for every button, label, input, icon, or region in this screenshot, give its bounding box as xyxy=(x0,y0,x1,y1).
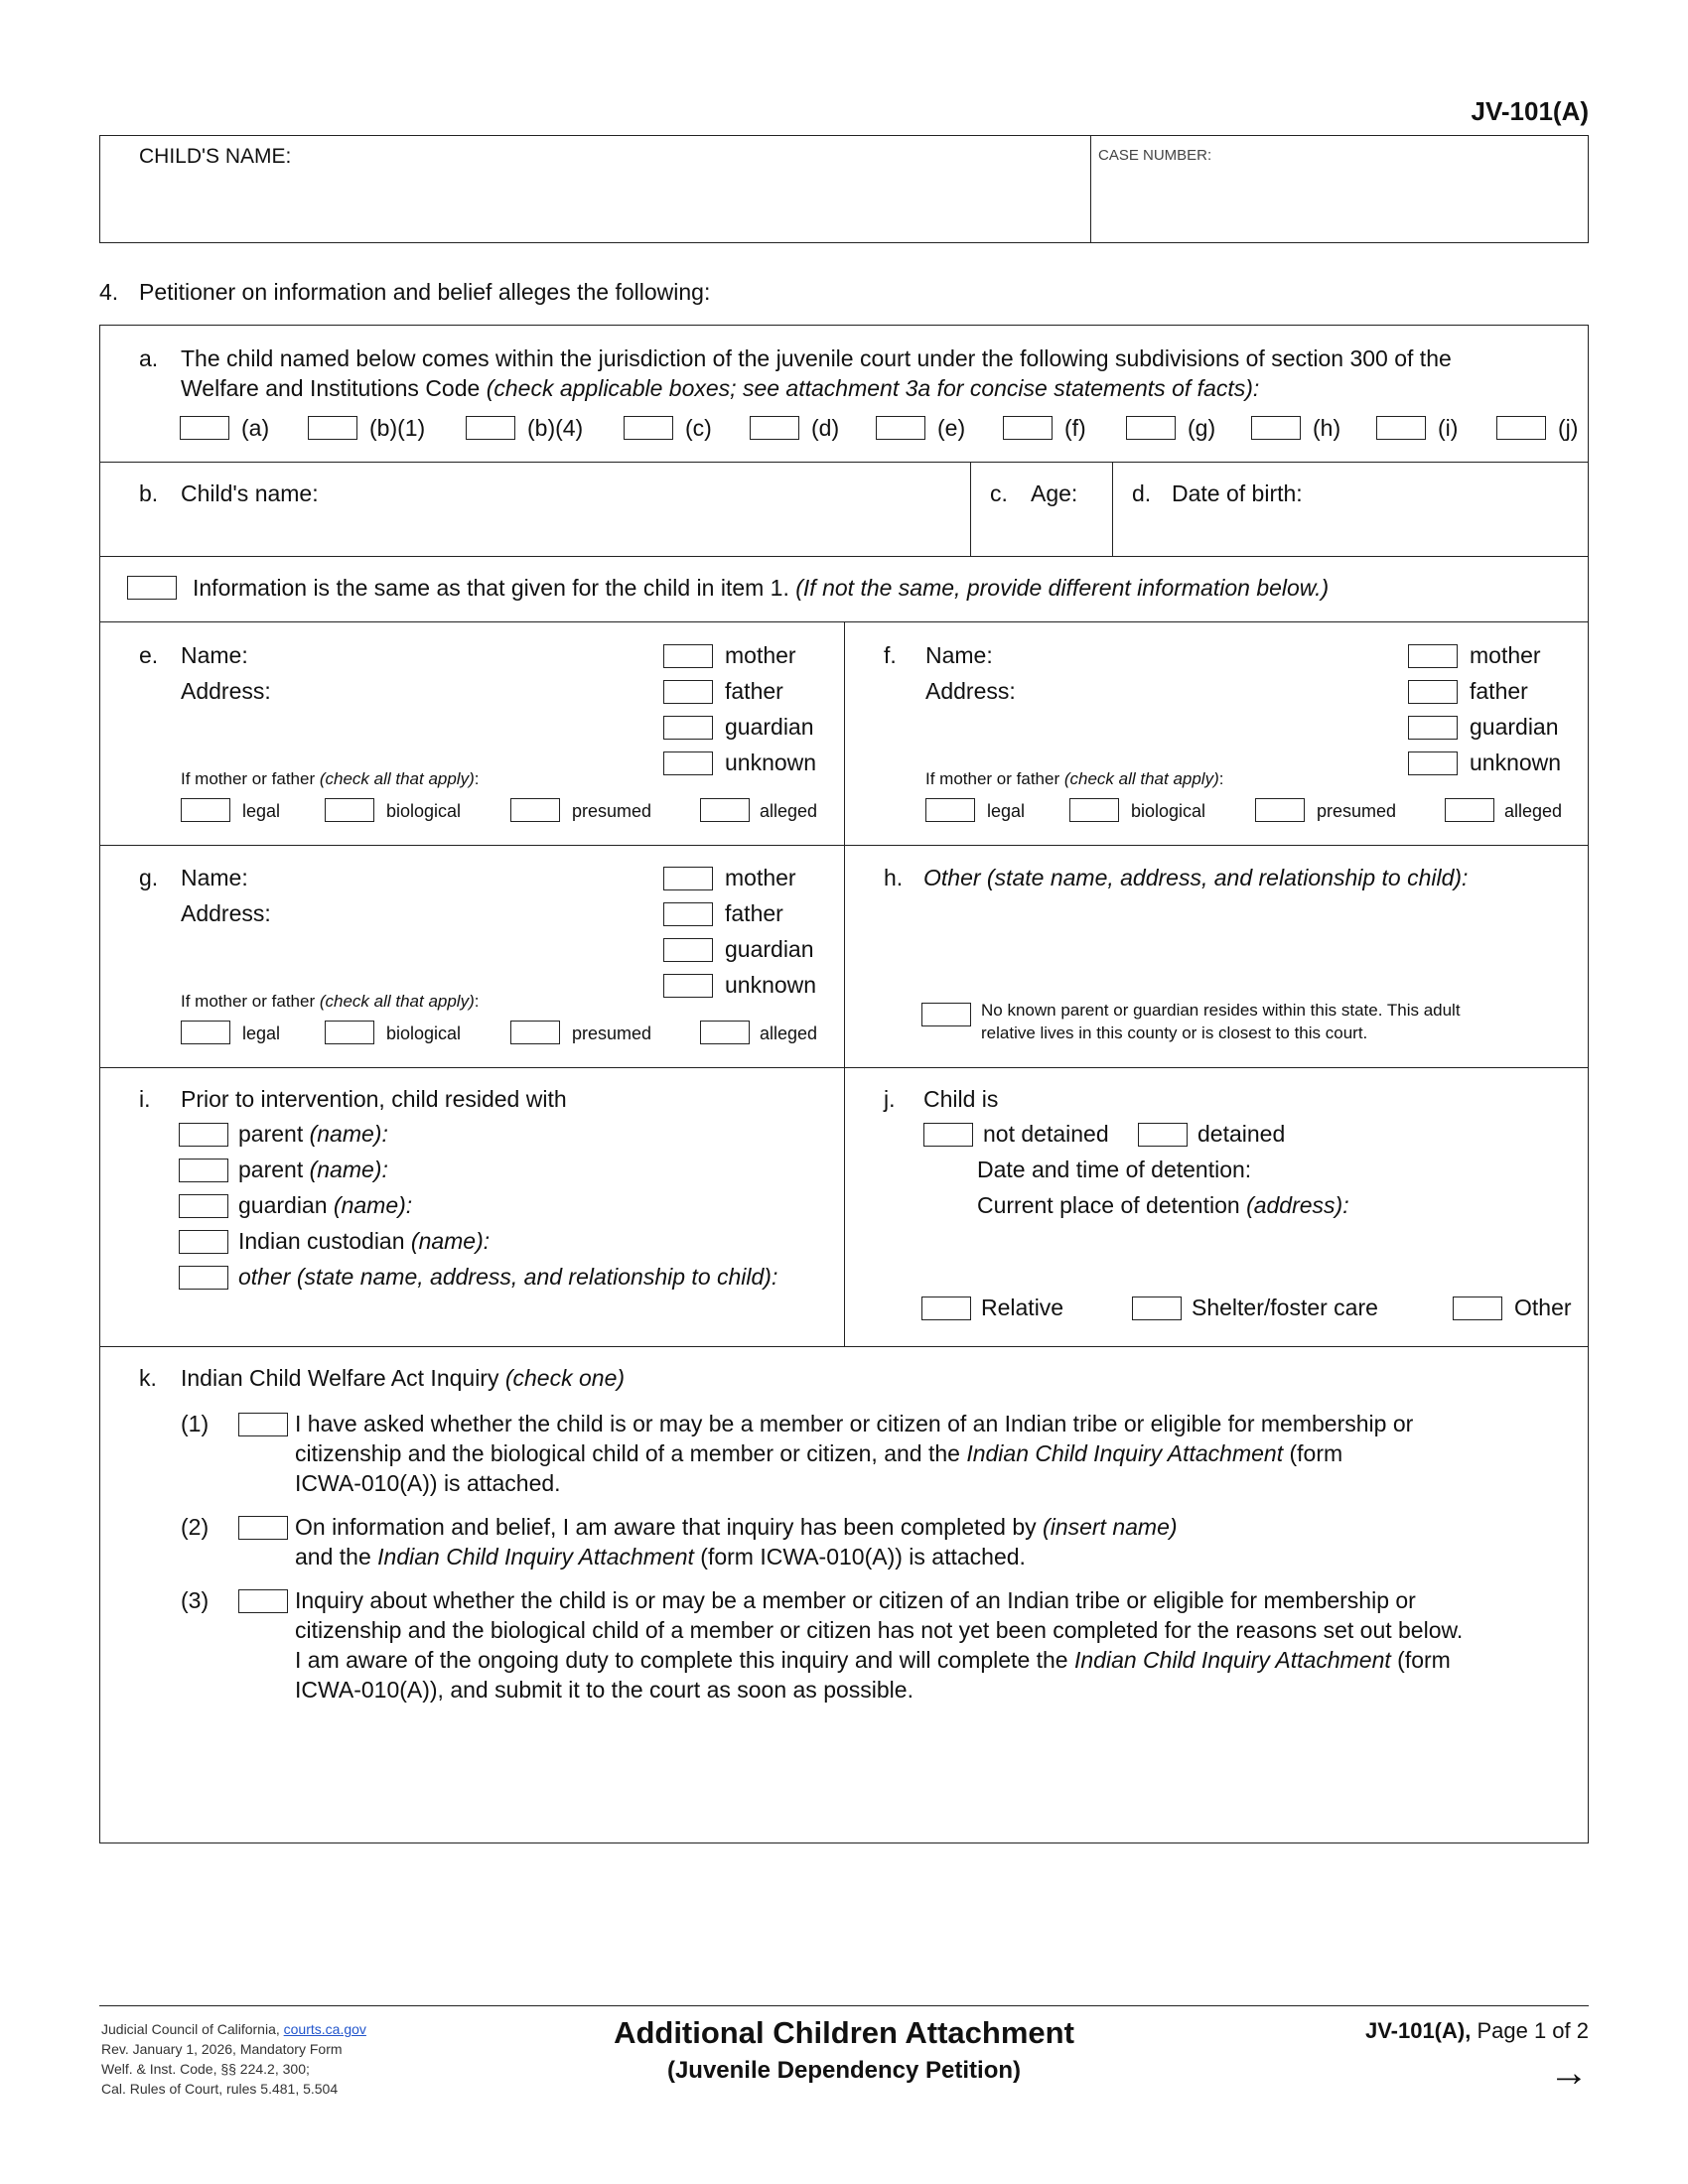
subdivision-checkbox[interactable] xyxy=(308,416,357,440)
e-role-father-checkbox[interactable] xyxy=(663,680,713,704)
courts-link[interactable]: courts.ca.gov xyxy=(283,2021,366,2037)
item-4-text: Petitioner on information and belief alleges the following: xyxy=(139,279,711,305)
resided-with-option-checkbox[interactable] xyxy=(179,1230,228,1254)
case-number-field[interactable] xyxy=(1098,169,1575,234)
e-type-presumed-checkbox[interactable] xyxy=(510,798,560,822)
k3-number: (3) xyxy=(181,1587,210,1613)
k3-line3: I am aware of the ongoing duty to complete this inquiry and will complete the Indian Child Inquiry Attachment (form xyxy=(295,1647,1451,1673)
f-type-legal-label: legal xyxy=(987,801,1026,821)
d-letter: d. xyxy=(1132,480,1152,506)
detention-place-input[interactable] xyxy=(977,1223,1573,1283)
subdivision-checkbox[interactable] xyxy=(1126,416,1176,440)
date-of-birth-input[interactable] xyxy=(1122,511,1579,551)
e-if-mother-father: If mother or father (check all that apply): xyxy=(181,769,480,788)
e-role-unknown-checkbox[interactable] xyxy=(663,751,713,775)
footer-rev: Rev. January 1, 2026, Mandatory Form xyxy=(101,2041,343,2057)
f-role-father-checkbox[interactable] xyxy=(1408,680,1458,704)
not-detained-checkbox[interactable] xyxy=(923,1123,973,1147)
k-label: Indian Child Welfare Act Inquiry (check one) xyxy=(181,1365,626,1391)
subdivision-checkbox[interactable] xyxy=(624,416,673,440)
subdivision-label: (i) xyxy=(1438,415,1459,441)
footer-page: JV-101(A), Page 1 of 2 xyxy=(1364,2018,1589,2043)
resided-with-option-label: parent (name): xyxy=(238,1157,388,1182)
g-role-father-label: father xyxy=(725,900,783,926)
subdivision-label: (a) xyxy=(241,415,270,441)
g-type-biological-checkbox[interactable] xyxy=(325,1021,374,1044)
g-name-input[interactable] xyxy=(270,864,687,891)
no-known-parent-checkbox[interactable] xyxy=(921,1003,971,1026)
footer-rule xyxy=(99,2005,1589,2006)
subdivision-checkbox[interactable] xyxy=(180,416,229,440)
detained-label: detained xyxy=(1197,1121,1286,1147)
divider-a-b xyxy=(99,462,1589,463)
subdivision-checkbox[interactable] xyxy=(466,416,515,440)
d-label: Date of birth: xyxy=(1172,480,1303,506)
g-role-guardian-checkbox[interactable] xyxy=(663,938,713,962)
subdivision-label: (b)(1) xyxy=(369,415,426,441)
e-type-legal-checkbox[interactable] xyxy=(181,798,230,822)
footer-council: Judicial Council of California, xyxy=(101,2021,284,2037)
icwa-completed-by-checkbox[interactable] xyxy=(238,1516,288,1540)
subdivision-checkbox[interactable] xyxy=(1003,416,1053,440)
resided-with-option-checkbox[interactable] xyxy=(179,1123,228,1147)
e-address-input[interactable] xyxy=(300,677,687,737)
j-letter: j. xyxy=(884,1086,896,1112)
g-type-alleged-label: alleged xyxy=(760,1024,818,1043)
subdivision-label: (e) xyxy=(937,415,966,441)
e-role-unknown-label: unknown xyxy=(725,750,817,775)
e-letter: e. xyxy=(139,642,159,668)
a-line1: The child named below comes within the jurisdiction of the juvenile court under the following subdivisions of section 300 of the xyxy=(181,345,1452,371)
subdivision-label: (j) xyxy=(1558,415,1579,441)
f-role-unknown-label: unknown xyxy=(1470,750,1562,775)
next-page-arrow-icon[interactable]: → xyxy=(1549,2051,1589,2095)
subdivision-checkbox[interactable] xyxy=(1251,416,1301,440)
placement-shelter-label: Shelter/foster care xyxy=(1192,1295,1378,1320)
k1-line2: citizenship and the biological child of a member or citizen, and the Indian Child Inquiry Attachment (form xyxy=(295,1440,1343,1466)
subdivision-checkbox[interactable] xyxy=(1496,416,1546,440)
subdivision-label: (f) xyxy=(1064,415,1086,441)
resided-with-option-label: guardian (name): xyxy=(238,1192,413,1218)
resided-with-option-label: parent (name): xyxy=(238,1121,388,1147)
b-letter: b. xyxy=(139,480,159,506)
e-address-label: Address: xyxy=(181,678,271,704)
e-role-mother-checkbox[interactable] xyxy=(663,644,713,668)
g-letter: g. xyxy=(139,865,159,890)
e-type-alleged-label: alleged xyxy=(760,801,818,821)
h-label: Other (state name, address, and relationship to child): xyxy=(923,865,1469,890)
g-if-mother-father: If mother or father (check all that apply): xyxy=(181,992,480,1011)
e-type-biological-checkbox[interactable] xyxy=(325,798,374,822)
g-role-guardian-label: guardian xyxy=(725,936,814,962)
i-letter: i. xyxy=(139,1086,151,1112)
k1-line3: ICWA-010(A)) is attached. xyxy=(295,1470,561,1496)
no-known-parent-line1: No known parent or guardian resides within this state. This adult xyxy=(981,1001,1461,1020)
f-type-biological-checkbox[interactable] xyxy=(1069,798,1119,822)
e-name-input[interactable] xyxy=(270,641,687,669)
f-type-alleged-label: alleged xyxy=(1504,801,1563,821)
detention-datetime-label: Date and time of detention: xyxy=(977,1157,1252,1182)
k2-line1: On information and belief, I am aware that inquiry has been completed by (insert name) xyxy=(295,1514,1178,1540)
same-info-text: Information is the same as that given for the child in item 1. (If not the same, provide different information below.) xyxy=(193,575,1330,601)
g-role-unknown-checkbox[interactable] xyxy=(663,974,713,998)
same-info-checkbox[interactable] xyxy=(127,576,177,600)
j-label: Child is xyxy=(923,1086,999,1112)
e-type-alleged-checkbox[interactable] xyxy=(700,798,750,822)
form-id: JV-101(A) xyxy=(1471,96,1589,126)
footer-rules: Cal. Rules of Court, rules 5.481, 5.504 xyxy=(101,2081,339,2097)
i-label: Prior to intervention, child resided with xyxy=(181,1086,567,1112)
subdivision-label: (c) xyxy=(685,415,712,441)
footer-title: Additional Children Attachment xyxy=(614,2015,1074,2050)
c-letter: c. xyxy=(990,480,1008,506)
e-role-mother-label: mother xyxy=(725,642,796,668)
footer-code: Welf. & Inst. Code, §§ 224.2, 300; xyxy=(101,2061,310,2077)
subdivision-label: (g) xyxy=(1188,415,1216,441)
c-label: Age: xyxy=(1031,480,1078,506)
resided-with-option-label: Indian custodian (name): xyxy=(238,1228,491,1254)
f-name-input[interactable] xyxy=(1015,641,1432,669)
g-role-father-checkbox[interactable] xyxy=(663,902,713,926)
detention-place-label: Current place of detention (address): xyxy=(977,1192,1349,1218)
e-type-legal-label: legal xyxy=(242,801,281,821)
k-letter: k. xyxy=(139,1365,157,1391)
f-role-guardian-checkbox[interactable] xyxy=(1408,716,1458,740)
e-role-guardian-label: guardian xyxy=(725,714,814,740)
g-type-biological-label: biological xyxy=(386,1024,462,1043)
f-role-father-label: father xyxy=(1470,678,1528,704)
childs-name-field[interactable] xyxy=(119,169,1072,234)
k2-line2: and the Indian Child Inquiry Attachment (form ICWA-010(A)) is attached. xyxy=(295,1544,1026,1570)
subdivision-label: (d) xyxy=(811,415,840,441)
resided-with-option-checkbox[interactable] xyxy=(179,1194,228,1218)
child-name-input[interactable] xyxy=(181,511,955,551)
a-letter: a. xyxy=(139,345,159,371)
f-address-input[interactable] xyxy=(1045,677,1432,737)
icwa-asked-checkbox[interactable] xyxy=(238,1413,288,1436)
childs-name-label: CHILD'S NAME: xyxy=(139,145,292,168)
g-type-legal-label: legal xyxy=(242,1024,281,1043)
resided-with-option-label: other (state name, address, and relationship to child): xyxy=(238,1264,778,1290)
f-type-presumed-checkbox[interactable] xyxy=(1255,798,1305,822)
e-role-father-label: father xyxy=(725,678,783,704)
resided-with-option-checkbox[interactable] xyxy=(179,1266,228,1290)
divider-ij-k xyxy=(99,1346,1589,1347)
f-type-presumed-label: presumed xyxy=(1317,801,1397,821)
g-address-input[interactable] xyxy=(300,899,687,959)
k2-number: (2) xyxy=(181,1514,210,1540)
footer-subtitle: (Juvenile Dependency Petition) xyxy=(666,2057,1022,2084)
g-type-alleged-checkbox[interactable] xyxy=(700,1021,750,1044)
k1-line1: I have asked whether the child is or may be a member or citizen of an Indian tribe or eligible for membership or xyxy=(295,1411,1414,1436)
g-role-unknown-label: unknown xyxy=(725,972,817,998)
f-type-biological-label: biological xyxy=(1131,801,1206,821)
divider-b-info xyxy=(99,556,1589,557)
g-type-presumed-checkbox[interactable] xyxy=(510,1021,560,1044)
k3-line1: Inquiry about whether the child is or may be a member or citizen of an Indian tribe or eligible for membership or xyxy=(295,1587,1416,1613)
subdivision-label: (h) xyxy=(1313,415,1341,441)
e-role-guardian-checkbox[interactable] xyxy=(663,716,713,740)
b-label: Child's name: xyxy=(181,480,319,506)
divider-c-d xyxy=(1112,462,1113,556)
placement-other-label: Other xyxy=(1514,1295,1572,1320)
placement-other-checkbox[interactable] xyxy=(1453,1297,1502,1320)
f-letter: f. xyxy=(884,642,897,668)
item-4-number: 4. xyxy=(99,279,119,305)
g-role-mother-label: mother xyxy=(725,865,796,890)
f-if-mother-father: If mother or father (check all that apply): xyxy=(925,769,1224,788)
e-name-label: Name: xyxy=(181,642,248,668)
case-number-label: CASE NUMBER: xyxy=(1098,147,1212,164)
no-known-parent-line2: relative lives in this county or is closest to this court. xyxy=(981,1024,1368,1042)
icwa-not-completed-checkbox[interactable] xyxy=(238,1589,288,1613)
f-role-mother-label: mother xyxy=(1470,642,1541,668)
k3-line2: citizenship and the biological child of a member or citizen has not yet been completed for the reasons set out below. xyxy=(295,1617,1464,1643)
f-role-mother-checkbox[interactable] xyxy=(1408,644,1458,668)
f-role-unknown-checkbox[interactable] xyxy=(1408,751,1458,775)
caption-divider xyxy=(1090,135,1091,243)
g-type-legal-checkbox[interactable] xyxy=(181,1021,230,1044)
e-type-presumed-label: presumed xyxy=(572,801,652,821)
subdivision-checkbox[interactable] xyxy=(876,416,925,440)
k3-line4: ICWA-010(A)), and submit it to the court as soon as possible. xyxy=(295,1677,914,1703)
f-role-guardian-label: guardian xyxy=(1470,714,1559,740)
other-person-input[interactable] xyxy=(923,895,1569,985)
f-type-alleged-checkbox[interactable] xyxy=(1445,798,1494,822)
placement-relative-label: Relative xyxy=(981,1295,1064,1320)
inquiry-reasons-input[interactable] xyxy=(295,1712,1576,1832)
k1-number: (1) xyxy=(181,1411,210,1436)
inquiry-completed-by-input[interactable] xyxy=(1261,1511,1579,1539)
placement-shelter-checkbox[interactable] xyxy=(1132,1297,1182,1320)
subdivision-label: (b)(4) xyxy=(527,415,584,441)
age-input[interactable] xyxy=(978,511,1105,551)
detained-checkbox[interactable] xyxy=(1138,1123,1188,1147)
subdivision-checkbox[interactable] xyxy=(750,416,799,440)
footer-left xyxy=(101,2019,366,2099)
not-detained-label: not detained xyxy=(983,1121,1109,1147)
f-name-label: Name: xyxy=(925,642,993,668)
resided-with-option-checkbox[interactable] xyxy=(179,1159,228,1182)
g-address-label: Address: xyxy=(181,900,271,926)
subdivision-checkbox[interactable] xyxy=(1376,416,1426,440)
h-letter: h. xyxy=(884,865,904,890)
divider-b-c xyxy=(970,462,971,556)
g-type-presumed-label: presumed xyxy=(572,1024,652,1043)
f-address-label: Address: xyxy=(925,678,1016,704)
e-type-biological-label: biological xyxy=(386,801,462,821)
g-name-label: Name: xyxy=(181,865,248,890)
placement-relative-checkbox[interactable] xyxy=(921,1297,971,1320)
g-role-mother-checkbox[interactable] xyxy=(663,867,713,890)
f-type-legal-checkbox[interactable] xyxy=(925,798,975,822)
divider-center xyxy=(844,621,845,1346)
a-line2: Welfare and Institutions Code (check applicable boxes; see attachment 3a for concise statements of facts): xyxy=(181,375,1260,401)
